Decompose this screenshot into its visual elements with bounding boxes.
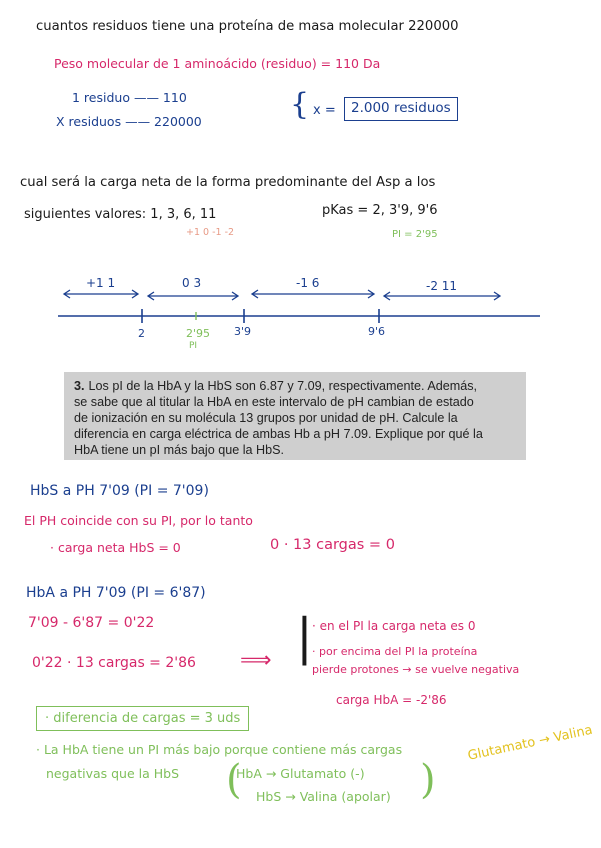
brace-icon: { (290, 87, 310, 122)
problem3-line2: se sabe que al titular la HbA en este intervalo de pH cambian de estado (74, 395, 474, 409)
implies-arrow-icon: ⟹ (240, 648, 272, 673)
rule2: · por encima del PI la proteína (312, 645, 478, 658)
problem1-row2: X residuos —— 220000 (56, 114, 202, 129)
tick-label-3-9: 3'9 (234, 325, 252, 338)
problem2-question-line2: siguientes valores: 1, 3, 6, 11 (24, 207, 217, 222)
problem3-line1: 3. Los pI de la HbA y la HbS son 6.87 y 7.09, respectivamente. Además, (74, 379, 478, 393)
problem2-pi: PI = 2'95 (392, 229, 438, 240)
bracket-icon: | (296, 608, 313, 666)
problem3-line5: HbA tiene un pI más bajo que la HbS. (74, 443, 285, 457)
tick-label-pi: PI (189, 341, 198, 351)
hba-calc2: 0'22 · 13 cargas = 2'86 (32, 655, 196, 671)
rule1: · en el PI la carga neta es 0 (312, 619, 476, 633)
problem1-note: Peso molecular de 1 aminoácido (residuo) = 110 Da (54, 56, 381, 71)
hbs-line2b: 0 · 13 cargas = 0 (270, 537, 395, 553)
problem1-row1: 1 residuo —— 110 (72, 90, 187, 105)
problem1-answer-box: 2.000 residuos (344, 97, 458, 121)
segment2-label: 0 3 (182, 276, 202, 290)
segment1-label: +1 1 (86, 276, 116, 290)
tick-label-pi-value: 2'95 (186, 327, 211, 340)
problem3-statement (64, 372, 526, 460)
problem1-question: cuantos residuos tiene una proteína de masa molecular 220000 (36, 19, 459, 34)
open-paren-icon: ( (226, 757, 242, 803)
segment1-arrow (64, 290, 138, 298)
problem3-line3: de ionización en su molécula 13 grupos por unidad de pH. Calcule la (74, 411, 458, 425)
hbs-line1: El PH coincide con su PI, por lo tanto (24, 513, 253, 528)
conclusion-hba: HbA → Glutamato (-) (236, 766, 365, 781)
conclusion-line1: · La HbA tiene un PI más bajo porque contiene más cargas (36, 742, 403, 757)
hbs-title: HbS a PH 7'09 (PI = 7'09) (30, 483, 209, 499)
tick-label-2: 2 (138, 327, 145, 340)
hbs-line2: · carga neta HbS = 0 (50, 540, 181, 555)
problem2-question-line1: cual será la carga neta de la forma predominante del Asp a los (20, 175, 436, 190)
hba-calc1: 7'09 - 6'87 = 0'22 (28, 615, 155, 631)
problem3-line4: diferencia en carga eléctrica de ambas Hb a pH 7.09. Explique por qué la (74, 427, 483, 441)
segment3-arrow (252, 290, 374, 298)
segment4-label: -2 11 (426, 279, 458, 293)
tick-label-9-6: 9'6 (368, 325, 386, 338)
conclusion-line2: negativas que la HbS (46, 766, 180, 781)
diff-box: · diferencia de cargas = 3 uds (36, 706, 249, 731)
segment2-arrow (148, 292, 238, 300)
conclusion-hbs: HbS → Valina (apolar) (256, 789, 391, 804)
problem2-charges: +1 0 -1 -2 (186, 227, 235, 238)
hba-charge: carga HbA = -2'86 (336, 693, 447, 707)
segment4-arrow (384, 292, 500, 300)
problem2-pkas: pKas = 2, 3'9, 9'6 (322, 203, 438, 218)
close-paren-icon: ) (420, 757, 436, 803)
side-note: Glutamato → Valina (466, 722, 594, 764)
rule3: pierde protones → se vuelve negativa (312, 663, 520, 676)
problem1-x-label: x = (313, 103, 336, 118)
problem3-number: 3. (74, 379, 85, 393)
hba-title: HbA a PH 7'09 (PI = 6'87) (26, 585, 206, 601)
segment3-label: -1 6 (296, 276, 320, 290)
